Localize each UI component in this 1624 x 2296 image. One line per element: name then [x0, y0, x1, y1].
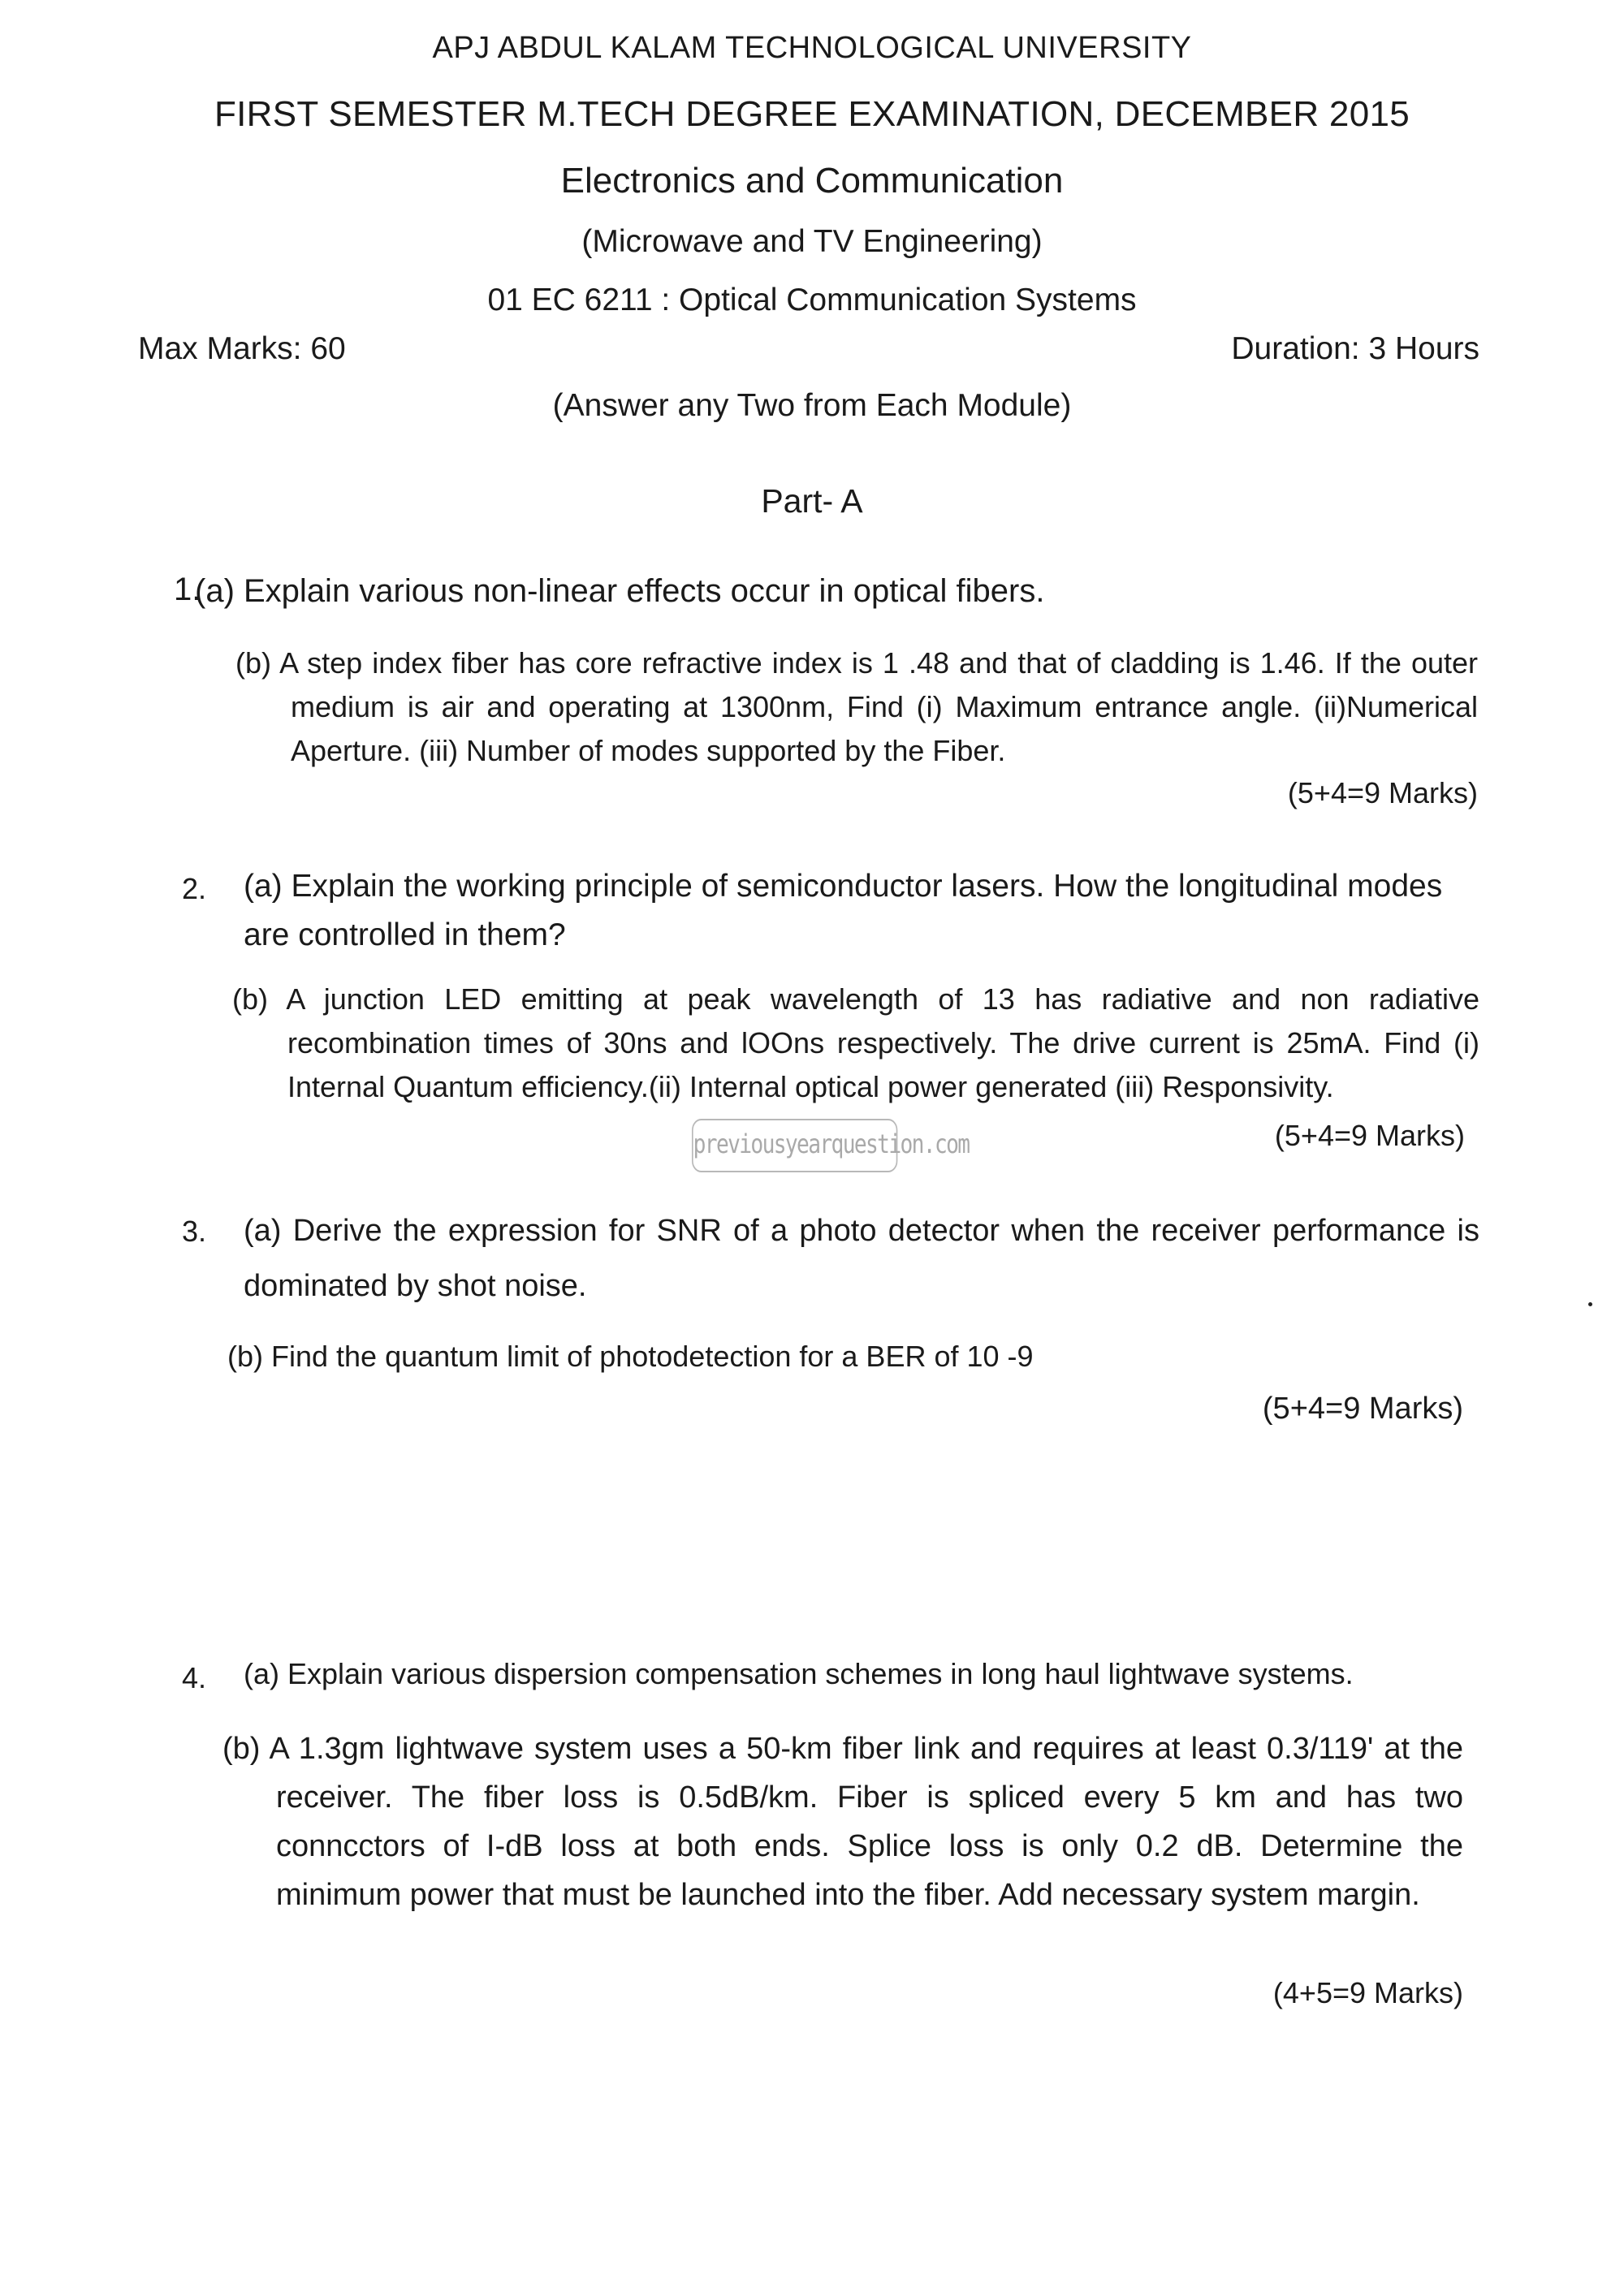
exam-title: FIRST SEMESTER M.TECH DEGREE EXAMINATION, DECEMBER 2015	[214, 94, 1410, 134]
watermark: previousyearquestion.com	[692, 1119, 897, 1172]
question-part-a: (a) Explain various dispersion compensation schemes in long haul lightwave systems.	[244, 1657, 1354, 1690]
question-part-b: (b) A step index fiber has core refractive index is 1 .48 and that of cladding is 1.46. If the outer medium is air and operating at 1300nm, Find (i) Maximum entrance angle. (ii)Numerical Aperture. (iii) Number of modes supported by the Fiber.	[235, 646, 1478, 767]
question-part-a: (a) Derive the expression for SNR of a photo detector when the receiver performance is dominated by shot noise.	[244, 1214, 1479, 1303]
instruction: (Answer any Two from Each Module)	[552, 388, 1072, 423]
question-marks: (5+4=9 Marks)	[1287, 776, 1478, 809]
question-part-a: (a) Explain the working principle of semiconductor lasers. How the longitudinal modes are controlled in them?	[244, 869, 1443, 952]
max-marks: Max Marks: 60	[138, 331, 346, 366]
question-number: 4.	[182, 1661, 207, 1694]
course-title: 01 EC 6211 : Optical Communication Systems	[487, 283, 1137, 317]
question-part-b: (b) Find the quantum limit of photodetection for a BER of 10 -9	[227, 1340, 1034, 1373]
duration: Duration: 3 Hours	[1231, 331, 1479, 366]
question-number: 2.	[182, 872, 207, 905]
department: Electronics and Communication	[560, 161, 1064, 201]
question-part-b: (b) A 1.3gm lightwave system uses a 50-km fiber link and requires at least 0.3/119' at the receiver. The fiber loss is 0.5dB/km. Fiber is spliced every 5 km and has two conncctors of I-dB loss at both ends. Splice loss is only 0.2 dB. Determine the minimum power that must be launched into the fiber. Add necessary system margin.	[222, 1732, 1463, 1912]
question-marks: (5+4=9 Marks)	[1262, 1392, 1463, 1426]
specialization: (Microwave and TV Engineering)	[581, 224, 1043, 259]
question-marks: (5+4=9 Marks)	[1274, 1119, 1465, 1152]
question-part-b: (b) A junction LED emitting at peak wavelength of 13 has radiative and non radiative recombination times of 30ns and lOOns respectively. The drive current is 25mA. Find (i) Internal Quantum efficiency.(ii) Internal optical power generated (iii) Responsivity.	[232, 982, 1479, 1103]
university-name: APJ ABDUL KALAM TECHNOLOGICAL UNIVERSITY	[432, 31, 1192, 65]
part-heading: Part- A	[761, 482, 863, 520]
question-number: 1.	[174, 572, 201, 607]
question-part-a: (a) Explain various non-linear effects occur in optical fibers.	[195, 573, 1045, 609]
question-number: 3.	[182, 1215, 207, 1248]
stray-dot	[1588, 1302, 1592, 1306]
question-marks: (4+5=9 Marks)	[1272, 1976, 1463, 2009]
